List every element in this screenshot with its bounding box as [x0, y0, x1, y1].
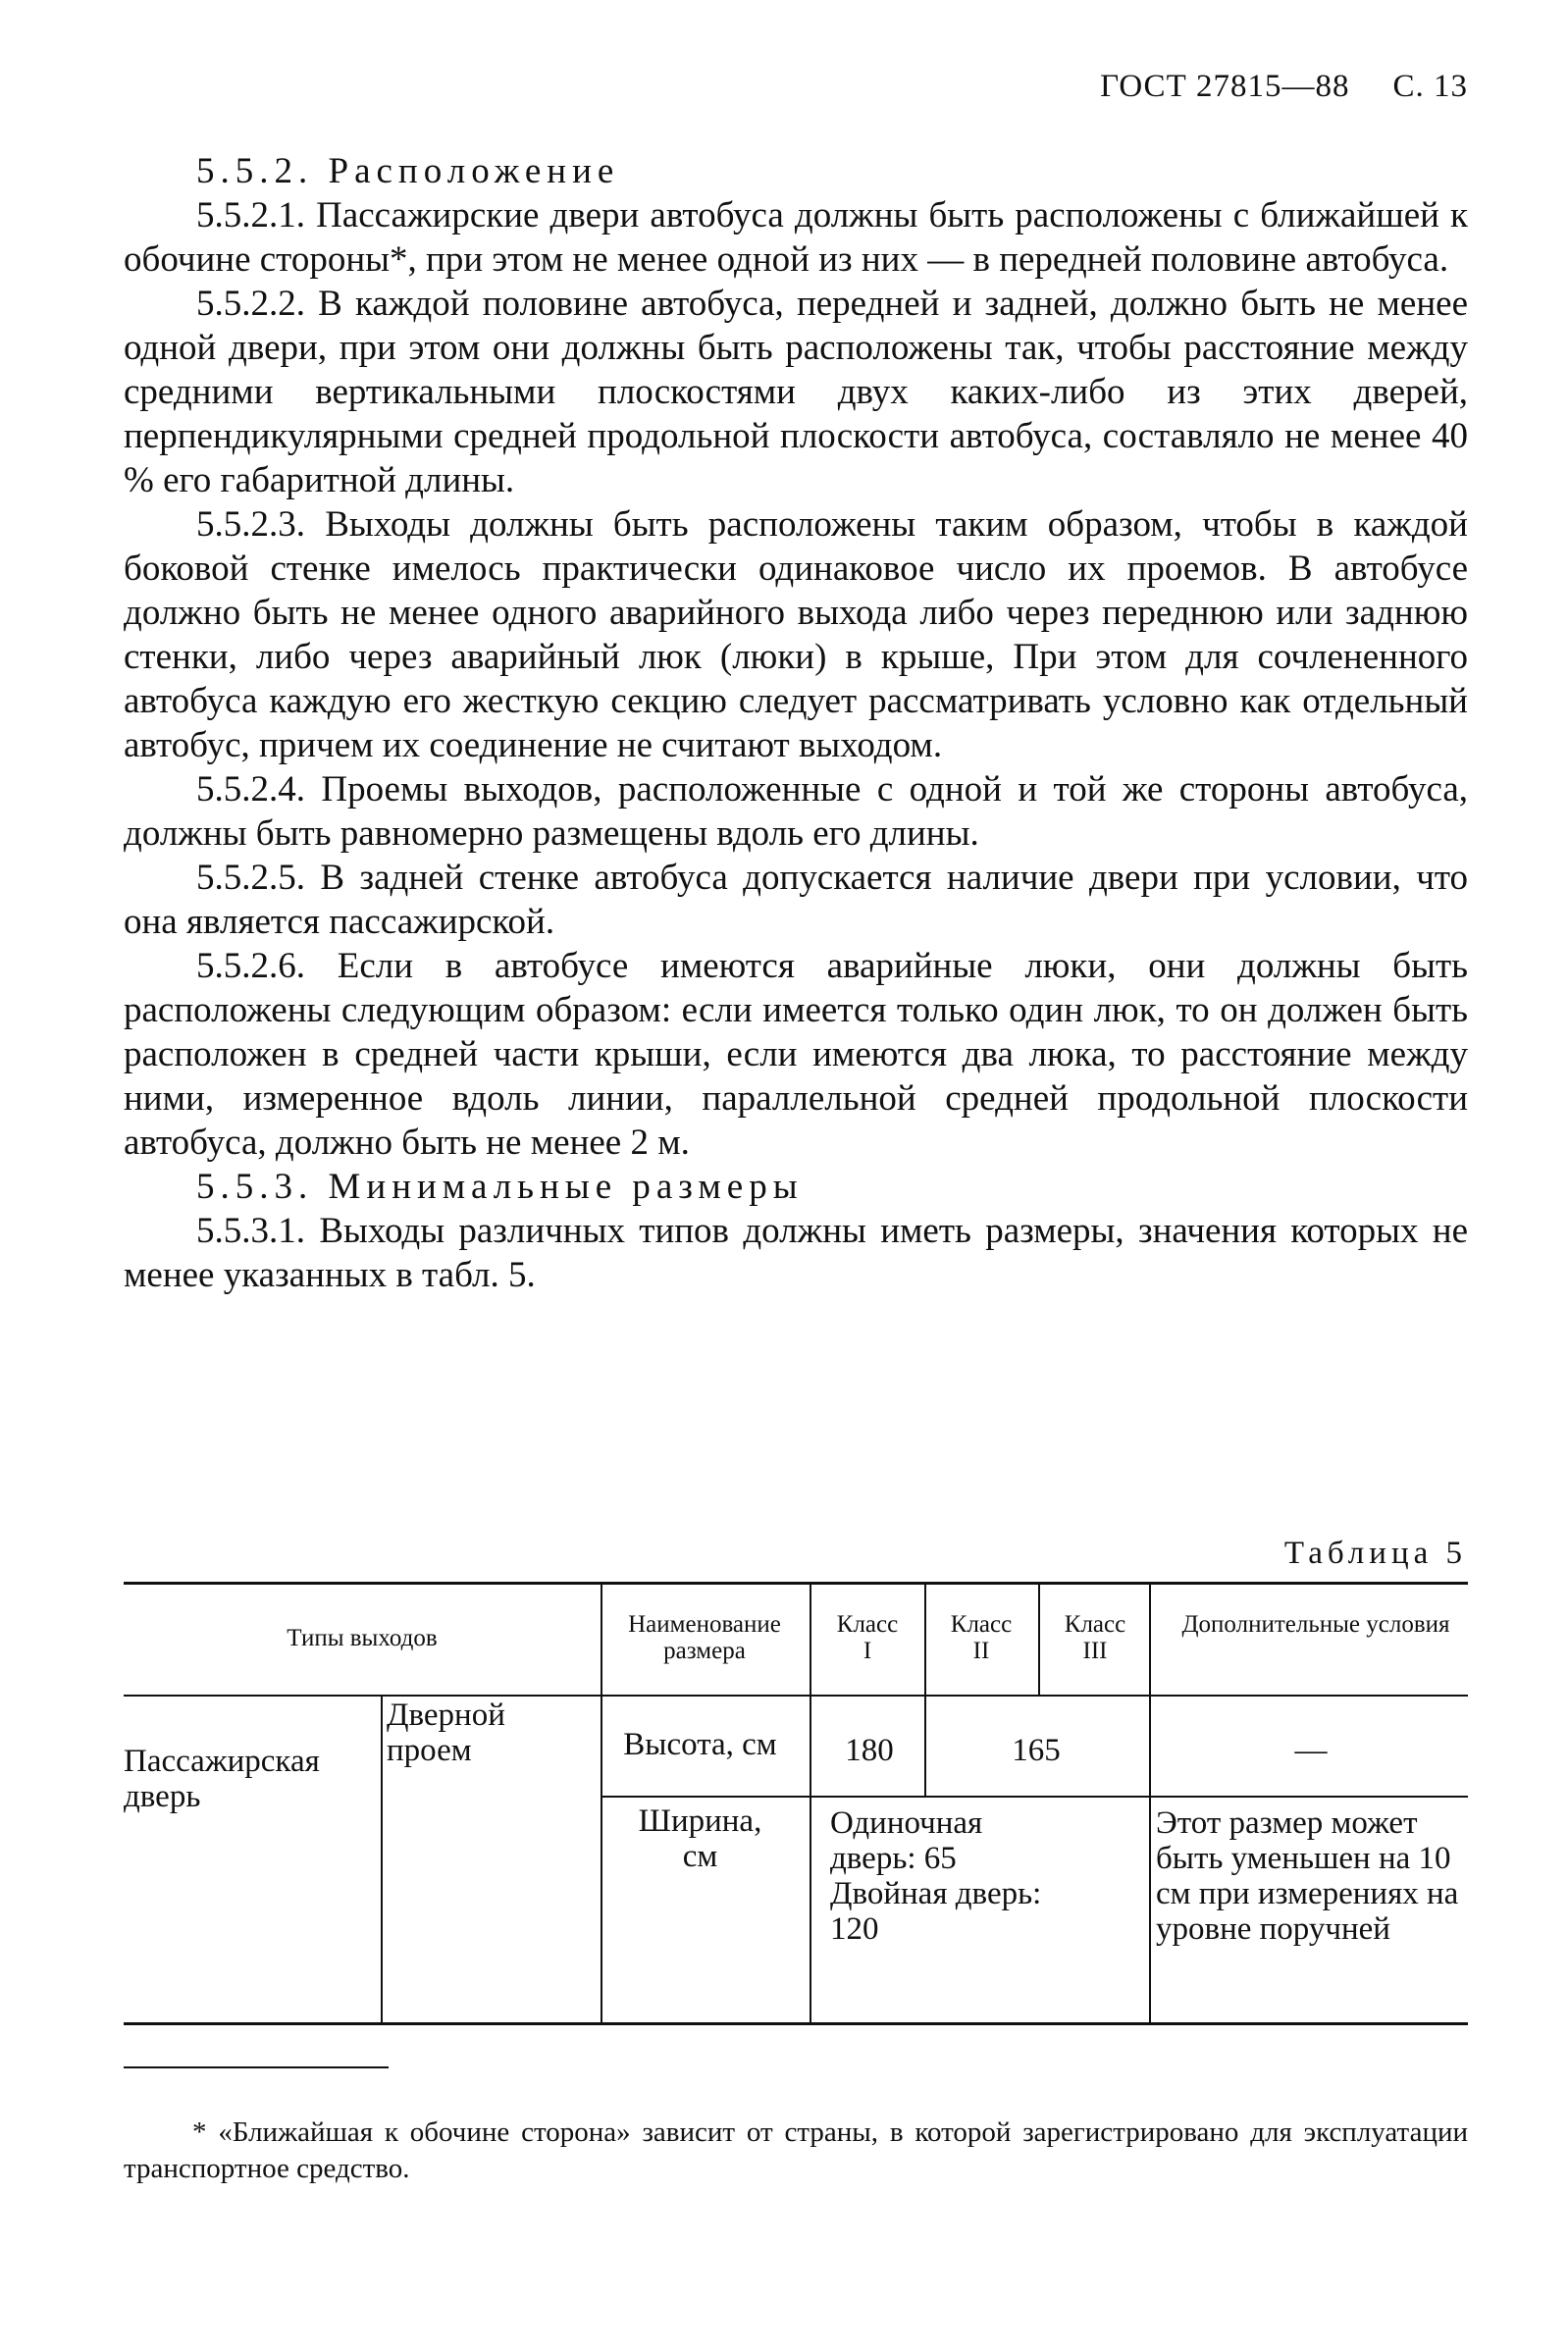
page-number: С. 13 [1392, 69, 1468, 104]
footnote: * «Ближайшая к обочине сторона» зависит от страны, в которой зарегистрировано для эксплуатации транспортное средство. [124, 2116, 1468, 2184]
paragraph-5-5-2-5: 5.5.2.5. В задней стенке автобуса допускается наличие двери при условии, что она является пассажирской. [124, 858, 1468, 942]
heading-5-5-2: 5.5.2. Расположение [196, 151, 620, 191]
header-class-2: Класс II [950, 1611, 1013, 1664]
table-col-rule [1149, 1582, 1151, 2022]
cell-width-values: Одиночная дверь: 65 Двойная дверь: 120 [830, 1805, 1042, 1947]
table-row-rule [601, 1796, 1468, 1798]
table-header-rule [124, 1695, 1468, 1697]
table-bottom-rule [124, 2022, 1468, 2025]
cell-height-class-1: 180 [845, 1733, 894, 1768]
table-col-rule [381, 1695, 383, 2022]
cell-width-label: Ширина, см [638, 1803, 762, 1874]
cell-exit-subtype: Дверной проем [387, 1698, 505, 1768]
paragraph-5-5-2-2: 5.5.2.2. В каждой половине автобуса, передней и задней, должно быть не менее одной двери, при этом они должны быть расположены так, чтобы расстояние между средними вертикальными плоскостями двух каких-либо из этих дверей, перпендикулярными средней продольной плоскости автобуса, составляло не менее 40 % его габаритной длины. [124, 284, 1468, 500]
cell-width-extra: Этот размер может быть уменьшен на 10 см при измерениях на уровне поручней [1156, 1805, 1459, 1947]
table-col-rule [924, 1582, 926, 1796]
table-top-rule [124, 1582, 1468, 1585]
table-col-rule [1038, 1582, 1040, 1695]
paragraph-5-5-2-1: 5.5.2.1. Пассажирские двери автобуса должны быть расположены с ближайшей к обочине стороны*, при этом не менее одной из них — в передней половине автобуса. [124, 195, 1468, 280]
heading-5-5-3: 5.5.3. Минимальные размеры [196, 1167, 804, 1207]
paragraph-5-5-2-6: 5.5.2.6. Если в автобусе имеются аварийные люки, они должны быть расположены следующим образом: если имеется только один люк, то он должен быть расположен в средней части крыши, если имеются два люка, то расстояние между ними, измеренное вдоль линии, параллельной средней продольной плоскости автобуса, должно быть не менее 2 м. [124, 946, 1468, 1163]
paragraph-5-5-2-4: 5.5.2.4. Проемы выходов, расположенные с одной и той же стороны автобуса, должны быть равномерно размещены вдоль его длины. [124, 769, 1468, 854]
cell-height-extra: — [1294, 1733, 1328, 1768]
table-5 [124, 1582, 1468, 2025]
table-col-rule [601, 1582, 602, 2022]
body-text [124, 149, 1468, 1297]
paragraph-5-5-3-1: 5.5.3.1. Выходы различных типов должны иметь размеры, значения которых не менее указанных в табл. 5. [124, 1211, 1468, 1295]
cell-exit-type: Пассажирская дверь [124, 1744, 320, 1814]
header-exit-types: Типы выходов [287, 1625, 438, 1651]
footnote-rule [124, 2066, 389, 2068]
header-class-1: Класс I [836, 1611, 899, 1664]
header-size-name: Наименование размера [628, 1611, 781, 1664]
paragraph-5-5-2-3: 5.5.2.3. Выходы должны быть расположены таким образом, чтобы в каждой боковой стенке имелось практически одинаковое число их проемов. В автобусе должно быть не менее одного аварийного выхода либо через переднюю или заднюю стенки, либо через аварийный люк (люки) в крыше, При этом для сочлененного автобуса каждую его жесткую секцию следует рассматривать условно как отдельный автобус, причем их соединение не считают выходом. [124, 504, 1468, 765]
cell-height-label: Высота, см [623, 1727, 777, 1762]
header-extra-conditions: Дополнительные условия [1181, 1611, 1450, 1638]
table-col-rule [810, 1582, 811, 2022]
cell-height-class-2-3: 165 [1012, 1733, 1061, 1768]
page-header [1100, 69, 1468, 105]
header-class-3: Класс III [1064, 1611, 1126, 1664]
standard-number: ГОСТ 27815—88 [1100, 69, 1350, 104]
table-caption: Таблица 5 [1283, 1536, 1467, 1571]
